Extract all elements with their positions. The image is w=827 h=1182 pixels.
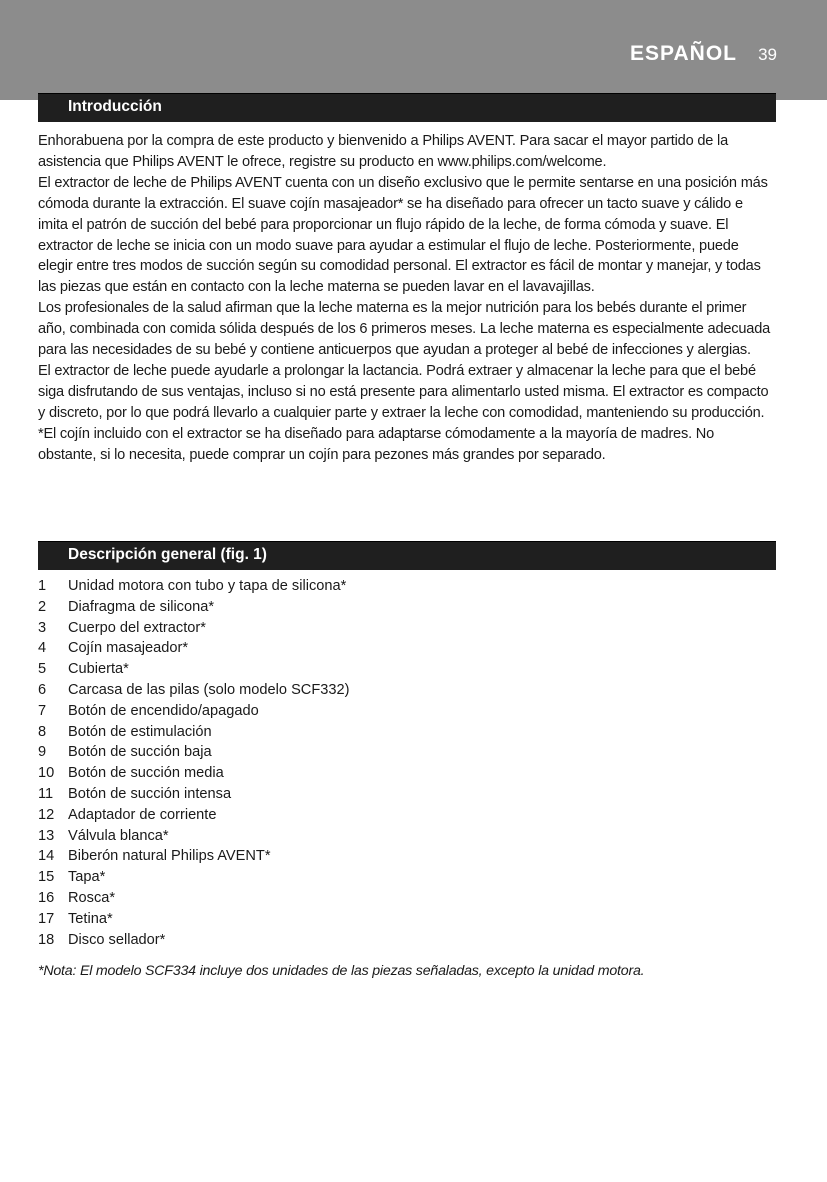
model-note: *Nota: El modelo SCF334 incluye dos unidades de las piezas señaladas, excepto la unidad motora. <box>38 963 645 979</box>
part-number: 11 <box>38 785 54 802</box>
list-item <box>38 576 776 597</box>
part-label: Botón de succión media <box>68 765 224 782</box>
part-number: 16 <box>38 889 55 906</box>
part-label: Unidad motora con tubo y tapa de silicona* <box>68 578 347 594</box>
part-label: Tetina* <box>68 910 113 927</box>
intro-text <box>38 131 776 466</box>
part-number: 1 <box>38 578 47 594</box>
part-label: Botón de succión intensa <box>68 785 232 802</box>
header-band <box>0 0 827 100</box>
list-item <box>38 680 776 701</box>
part-label: Cubierta* <box>68 661 129 678</box>
intro-paragraph: El extractor de leche puede ayudarle a prolongar la lactancia. Podrá extraer y almacenar la leche para que el bebé siga disfrutando de sus ventajas, incluso si no está presente para alimentarlo usted misma. El extractor es compacto y discreto, por lo que podrá llevarlo a cualquier parte y extraer la leche con comodidad, manteniendo su producción. <box>38 362 769 421</box>
part-number: 5 <box>38 661 47 678</box>
list-item <box>38 888 776 909</box>
part-number: 14 <box>38 848 55 865</box>
part-label: Disco sellador* <box>68 931 166 948</box>
intro-paragraph: El extractor de leche de Philips AVENT cuenta con un diseño exclusivo que le permite sentarse en una posición más cómoda durante la extracción. El suave cojín masajeador* se ha diseñado para ofrecer un tacto suave y cálido e imita el patrón de succión del bebé para proporcionar un flujo rápido de la leche, de forma cómoda y suave. El extractor de leche se inicia con un modo suave para ayudar a estimular el flujo de leche. Posteriormente, puede elegir entre tres modos de succión según su comodidad personal. El extractor es fácil de montar y manejar, y todas las piezas que están en contacto con la leche materna se pueden lavar en el lavavajillas. <box>38 174 768 296</box>
list-item <box>38 846 776 867</box>
list-item <box>38 618 776 639</box>
list-item <box>38 867 776 888</box>
part-label: Diafragma de silicona* <box>68 598 215 615</box>
part-label: Adaptador de corriente <box>68 806 217 823</box>
part-label: Botón de succión baja <box>68 744 212 761</box>
list-item <box>38 805 776 826</box>
part-number: 13 <box>38 827 55 844</box>
list-item <box>38 597 776 618</box>
part-label: Carcasa de las pilas (solo modelo SCF332) <box>68 681 350 698</box>
list-item <box>38 701 776 722</box>
list-item <box>38 742 776 763</box>
parts-list <box>38 576 776 950</box>
list-item <box>38 784 776 805</box>
part-number: 8 <box>38 723 47 740</box>
part-label: Botón de encendido/apagado <box>68 702 259 719</box>
list-item <box>38 722 776 743</box>
list-item <box>38 763 776 784</box>
section-heading-overview <box>38 541 776 570</box>
part-number: 7 <box>38 702 47 719</box>
part-label: Biberón natural Philips AVENT* <box>68 848 271 865</box>
section-heading-intro <box>38 93 776 122</box>
intro-paragraph: *El cojín incluido con el extractor se ha diseñado para adaptarse cómodamente a la mayoría de madres. No obstante, si lo necesita, puede comprar un cojín para pezones más grandes por separado. <box>38 425 715 463</box>
list-item <box>38 826 776 847</box>
intro-paragraph: Enhorabuena por la compra de este producto y bienvenido a Philips AVENT. Para sacar el mayor partido de la asistencia que Philips AVENT le ofrece, registre su producto en www.philips.com/welcome. <box>38 133 728 170</box>
list-item <box>38 930 776 951</box>
part-label: Cuerpo del extractor* <box>68 619 206 636</box>
part-number: 4 <box>38 640 47 657</box>
part-number: 17 <box>38 910 55 927</box>
language-label: ESPAÑOL <box>630 42 737 65</box>
part-number: 15 <box>38 869 55 886</box>
page-number: 39 <box>758 45 777 64</box>
part-number: 18 <box>38 931 55 948</box>
part-label: Tapa* <box>68 869 106 886</box>
list-item <box>38 659 776 680</box>
part-number: 6 <box>38 681 47 698</box>
part-number: 3 <box>38 619 47 636</box>
part-label: Botón de estimulación <box>68 723 212 740</box>
list-item <box>38 909 776 930</box>
section-title-intro: Introducción <box>68 98 162 115</box>
list-item <box>38 638 776 659</box>
part-label: Rosca* <box>68 889 116 906</box>
part-number: 2 <box>38 598 47 615</box>
part-number: 10 <box>38 765 55 782</box>
part-label: Válvula blanca* <box>68 827 169 844</box>
intro-paragraph: Los profesionales de la salud afirman que la leche materna es la mejor nutrición para los bebés durante el primer año, combinada con comida sólida después de los 6 primeros meses. La leche materna es especialmente adecuada para las necesidades de su bebé y contiene anticuerpos que ayudan a proteger al bebé de infecciones y alergias. <box>38 300 771 359</box>
part-number: 12 <box>38 806 55 823</box>
section-title-overview: Descripción general (fig. 1) <box>68 546 267 563</box>
part-number: 9 <box>38 744 47 761</box>
part-label: Cojín masajeador* <box>68 640 189 657</box>
